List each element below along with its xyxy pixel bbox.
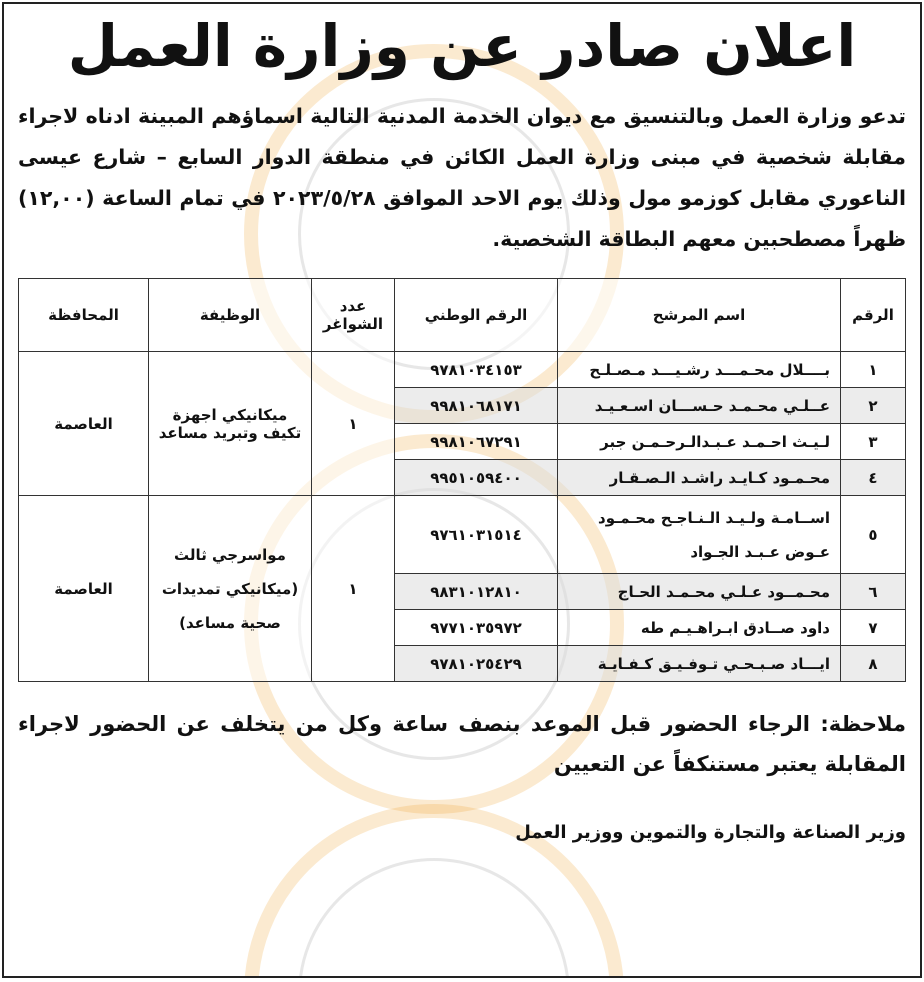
signature-line: وزير الصناعة والتجارة والتموين ووزير العمل <box>515 822 906 843</box>
candidate-name: بــــلال محـمـــد رشـيـــد مـصـلـح <box>558 352 841 388</box>
national-id: ٩٧٨١٠٣٤١٥٣ <box>395 352 558 388</box>
row-num: ١ <box>841 352 906 388</box>
national-id: ٩٧٦١٠٣١٥١٤ <box>395 496 558 574</box>
row-num: ٤ <box>841 460 906 496</box>
vacancies-count: ١ <box>312 352 395 496</box>
national-id: ٩٩٨١٠٦٨١٧١ <box>395 388 558 424</box>
governorate: العاصمة <box>19 352 149 496</box>
national-id: ٩٨٣١٠١٢٨١٠ <box>395 574 558 610</box>
candidate-name: اســامـة ولـيـد الـنـاجـح محـمـود عـوض عـبـد الجـواد <box>558 496 841 574</box>
note-paragraph: ملاحظة: الرجاء الحضور قبل الموعد بنصف ساعة وكل من يتخلف عن الحضور لاجراء المقابلة يعتبر مستنكفاً عن التعيين <box>18 712 906 776</box>
row-num: ٧ <box>841 610 906 646</box>
table-header-row <box>19 279 906 352</box>
national-id: ٩٧٧١٠٣٥٩٧٢ <box>395 610 558 646</box>
header-vacancies: عدد الشواغر <box>312 279 395 352</box>
job-title: ميكانيكي اجهزة تكيف وتبريد مساعد <box>149 352 312 496</box>
row-num: ٢ <box>841 388 906 424</box>
candidate-name: محـمـود كـايـد راشـد الـصـقـار <box>558 460 841 496</box>
candidate-name: عــلـي محـمـد حـســـان اسـعـيـد <box>558 388 841 424</box>
national-id: ٩٩٨١٠٦٧٢٩١ <box>395 424 558 460</box>
national-id: ٩٩٥١٠٥٩٤٠٠ <box>395 460 558 496</box>
governorate: العاصمة <box>19 496 149 682</box>
candidates-table <box>18 278 906 682</box>
candidate-name: لـيـث احـمـد عـبـدالـرحـمـن جبر <box>558 424 841 460</box>
table-row <box>19 496 906 574</box>
header-num: الرقم <box>841 279 906 352</box>
header-national-id: الرقم الوطني <box>395 279 558 352</box>
intro-paragraph: تدعو وزارة العمل وبالتنسيق مع ديوان الخدمة المدنية التالية اسماؤهم المبينة ادناه لاجراء مقابلة شخصية في مبنى وزارة العمل الكائن في منطقة الدوار السابع – شارع عيسى الناعوري مقابل كوزمو مول وذلك يوم الاحد الموافق ٢٠٢٣/٥/٢٨ في تمام الساعة (١٢,٠٠) ظهراً مصطحبين معهم البطاقة الشخصية. <box>18 104 906 251</box>
page-title: اعلان صادر عن وزارة العمل <box>67 12 857 80</box>
header-governorate: المحافظة <box>19 279 149 352</box>
header-name: اسم المرشح <box>558 279 841 352</box>
candidate-name: محـمــود عـلـي محـمـد الحـاج <box>558 574 841 610</box>
row-num: ٨ <box>841 646 906 682</box>
row-num: ٥ <box>841 496 906 574</box>
candidate-name: داود صــادق ابـراهـيـم طه <box>558 610 841 646</box>
candidate-name: ايـــاد صـبـحـي تـوفـيـق كـفـايـة <box>558 646 841 682</box>
national-id: ٩٧٨١٠٢٥٤٢٩ <box>395 646 558 682</box>
row-num: ٦ <box>841 574 906 610</box>
row-num: ٣ <box>841 424 906 460</box>
announcement-page <box>2 2 922 978</box>
job-title: مواسرجي ثالث (ميكانيكي تمديدات صحية مساعد) <box>149 496 312 682</box>
table-row <box>19 352 906 388</box>
vacancies-count: ١ <box>312 496 395 682</box>
header-job: الوظيفة <box>149 279 312 352</box>
